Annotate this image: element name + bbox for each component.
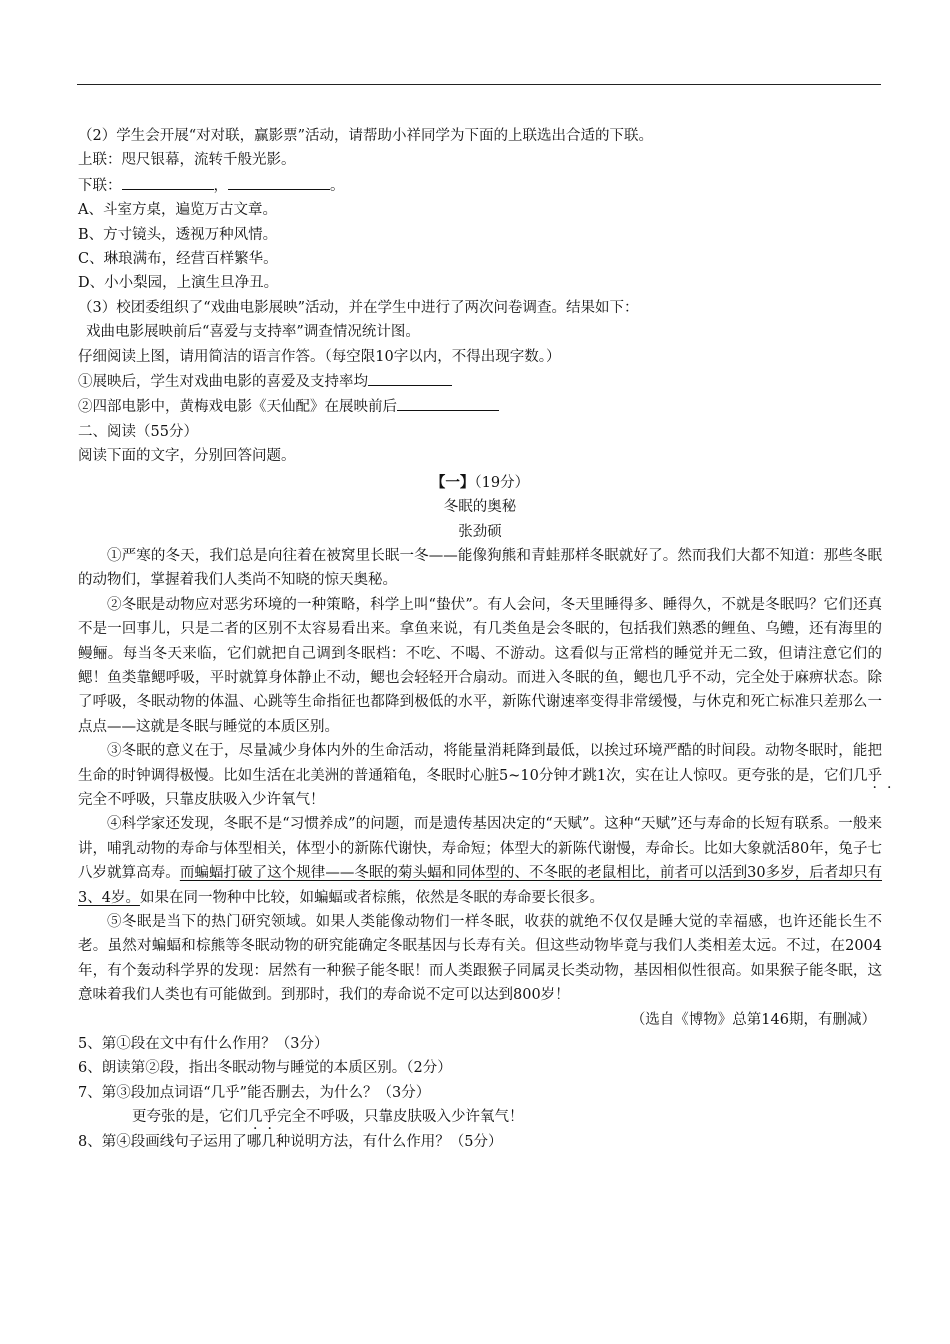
q3-item-2-blank[interactable] — [397, 394, 499, 411]
q7-dotted-char-1: 几 — [248, 1109, 263, 1126]
question-5: 5、第①段在文中有什么作用？（3分） — [78, 1036, 329, 1053]
q3-item-1 — [78, 369, 882, 394]
q3-item-1-blank[interactable] — [368, 369, 452, 386]
q7-quote-b: 完全不呼吸，只靠皮肤吸入少许氧气！ — [277, 1109, 524, 1126]
question-7-quote — [78, 1105, 882, 1129]
q2-lower-blank-1[interactable] — [122, 173, 214, 190]
q3-item-2-text: ②四部电影中，黄梅戏电影《天仙配》在展映前后 — [78, 399, 397, 416]
q3-instruction: 仔细阅读上图，请用简洁的语言作答。（每空限10字以内，不得出现字数。） — [78, 348, 561, 365]
question-7: 7、第③段加点词语“几乎”能否删去，为什么？（3分） — [78, 1084, 431, 1101]
q2-option-a: A、斗室方桌，遍览万古文章。 — [78, 202, 277, 219]
p3-text-b: 完全不呼吸，只靠皮肤吸入少许氧气！ — [78, 791, 325, 808]
q3-prompt: （3）校团委组织了“戏曲电影展映”活动，并在学生中进行了两次问卷调查。结果如下： — [78, 299, 639, 316]
passage-title: 冬眠的奥秘 — [443, 499, 517, 516]
question-8: 8、第④段画线句子运用了哪几种说明方法，有什么作用？（5分） — [78, 1133, 503, 1150]
passage-author: 张劲硕 — [458, 523, 502, 540]
q2-lower-blank-2[interactable] — [228, 173, 330, 190]
p3-dotted-char-2: 乎 — [867, 767, 883, 784]
q2-lower-couplet — [78, 173, 882, 198]
passage-paragraph-4 — [78, 812, 882, 910]
passage-paragraph-5: ⑤冬眠是当下的热门研究领域。如果人类能像动物们一样冬眠，收获的就绝不仅仅是睡大觉的幸福感，也许还能长生不老。虽然对蝙蝠和棕熊等冬眠动物的研究能确定冬眠基因与长寿有关。但这些动物毕竟与我们人类相差太远。不过，在2004年，有个轰动科学界的发现：居然有一种猴子能冬眠！而人类跟猴子同属灵长类动物，基因相似性很高。如果猴子能冬眠，这意味着我们人类也有可能做到。到那时，我们的寿命说不定可以达到800岁！ — [78, 914, 882, 1004]
passage-paragraph-2: ②冬眠是动物应对恶劣环境的一种策略，科学上叫“蛰伏”。有人会问，冬天里睡得多、睡得久，不就是冬眠吗？它们还真不是一回事儿，只是二者的区别不太容易看出来。拿鱼来说，有几类鱼是会冬眠的，包括我们熟悉的鲤鱼、乌鳢，还有海里的鳗鲡。每当冬天来临，它们就把自己调到冬眠档：不吃、不喝、不游动。这看似与正常档的睡觉并无二致，但请注意它们的鳃！鱼类靠鳃呼吸，平时就算身体静止不动，鳃也会轻轻开合扇动。而进入冬眠的鱼，鳃也几乎不动，完全处于麻痹状态。除了呼吸，冬眠动物的体温、心跳等生命指征也都降到极低的水平，新陈代谢速率变得非常缓慢，与休克和死亡标准只差那么一点点——这就是冬眠与睡觉的本质区别。 — [78, 596, 882, 735]
q3-item-1-text: ①展映后，学生对戏曲电影的喜爱及支持率均 — [78, 374, 368, 391]
q2-lower-sep: ， — [213, 177, 228, 194]
q3-item-2 — [78, 394, 882, 419]
p3-text-a: ③冬眠的意义在于，尽量减少身体内外的生命活动，将能量消耗降到最低，以挨过环境严酷的时间段。动物冬眠时，能把生命的时钟调得极慢。比如生活在北美洲的普通箱龟，冬眠时心脏5~10分钟才跳1次，实在让人惊叹。更夸张的是，它们 — [78, 743, 882, 784]
q7-quote-a: 更夸张的是，它们 — [132, 1109, 248, 1126]
q2-lower-label: 下联： — [78, 177, 122, 194]
q3-chart-caption: 戏曲电影展映前后“喜爱与支持率”调查情况统计图。 — [86, 324, 420, 341]
passage-part-heading — [78, 471, 882, 495]
section-2-heading: 二、阅读（55分） — [78, 423, 198, 440]
passage-source: （选自《博物》总第146期，有删减） — [630, 1011, 876, 1028]
p4-text-b: 如果在同一物种中比较，如蝙蝠或者棕熊，依然是冬眠的寿命要长很多。 — [139, 889, 604, 906]
question-6: 6、朗读第②段，指出冬眠动物与睡觉的本质区别。（2分） — [78, 1060, 452, 1077]
passage-part-score: （19分） — [474, 474, 530, 491]
p4-underlined-sentence: 而蝙蝠打破了这个规律——冬眠的菊头蝠和同体型的、不冬眠的老鼠相比，前者可以活到30多岁，后者却只有3、4岁。 — [78, 865, 883, 906]
p4-text-a: ④科学家还发现，冬眠不是“习惯养成”的问题，而是遗传基因决定的“天赋”。这种“天赋”还与寿命的长短有联系。一般来讲，哺乳动物的寿命与体型相关，体型小的新陈代谢快，寿命短；体型大的新陈代谢慢，寿命长。比如大象就活80年，兔子七八岁就算高寿。 — [78, 816, 882, 882]
section-2-intro: 阅读下面的文字，分别回答问题。 — [78, 448, 296, 465]
p3-dotted-char-1: 几 — [852, 767, 868, 784]
passage-paragraph-1: ①严寒的冬天，我们总是向往着在被窝里长眠一冬——能像狗熊和青蛙那样冬眠就好了。然而我们大都不知道：那些冬眠的动物们，掌握着我们人类尚不知晓的惊天奥秘。 — [78, 547, 882, 589]
q2-prompt: （2）学生会开展“对对联，赢影票”活动，请帮助小祥同学为下面的上联选出合适的下联。 — [78, 128, 654, 144]
exam-page — [78, 124, 882, 1154]
q2-option-d: D、小小梨园，上演生旦净丑。 — [78, 275, 279, 292]
q2-option-c: C、琳琅满布，经营百样繁华。 — [78, 251, 278, 268]
q2-lower-end: 。 — [330, 177, 345, 194]
header-rule — [77, 84, 881, 85]
q7-dotted-char-2: 乎 — [262, 1109, 277, 1126]
passage-paragraph-3 — [78, 739, 882, 812]
passage-part-bracket: 【一】 — [430, 473, 475, 491]
q2-upper-couplet: 上联：咫尺银幕，流转千般光影。 — [78, 152, 296, 169]
q2-option-b: B、方寸镜头，透视万种风情。 — [78, 226, 278, 243]
